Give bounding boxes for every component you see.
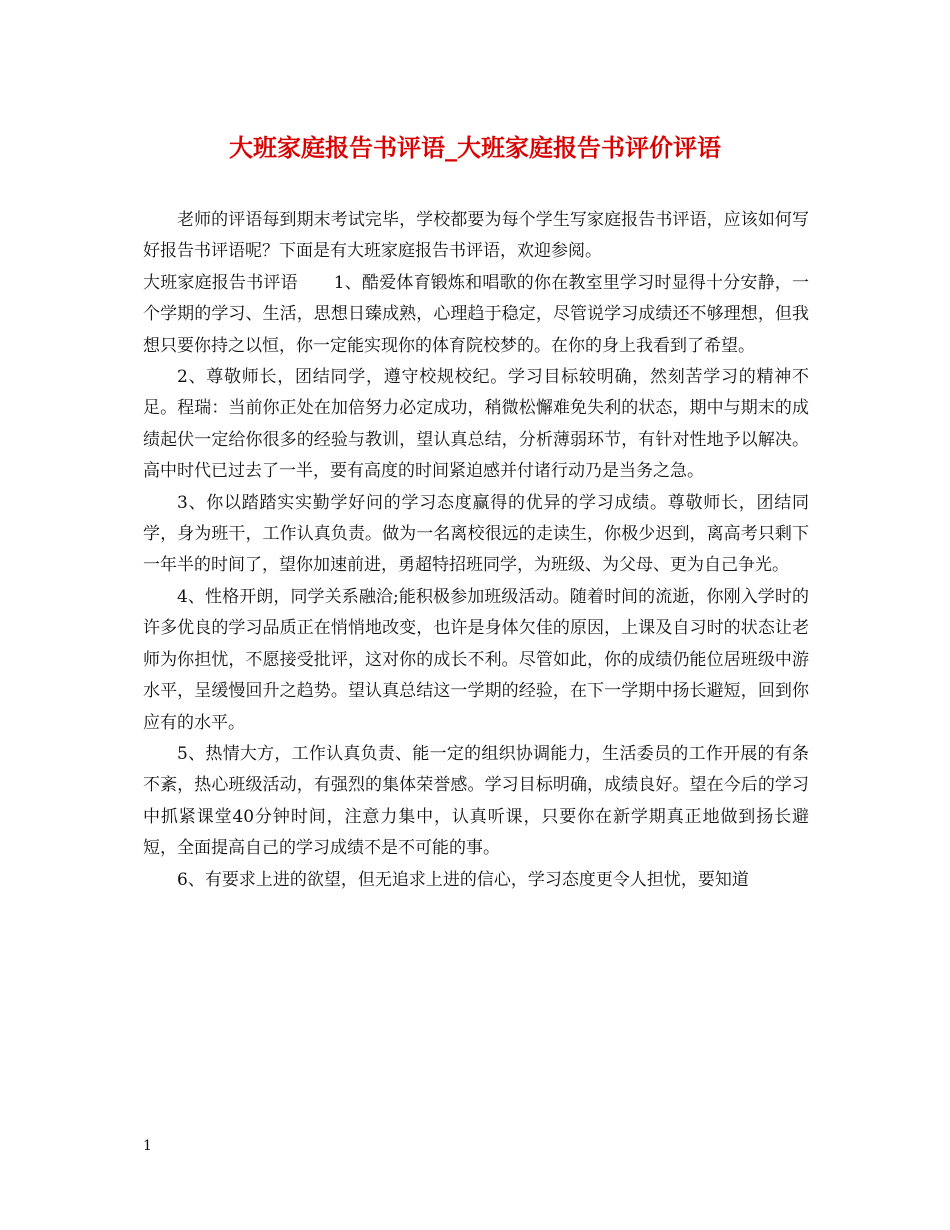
page-number: 1 (143, 1138, 152, 1154)
paragraph-6: 6、有要求上进的欲望，但无追求上进的信心，学习态度更令人担忧，要知道 (177, 869, 749, 890)
paragraph-2: 2、尊敬师长，团结同学，遵守校规校纪。学习目标较明确，然刻苦学习的精神不足。程瑞：当前你正处在加倍努力必定成功，稍微松懈难免失利的状态，期中与期末的成绩起伏一定给你很多的经验与教训，望认真总结，分析薄弱环节，有针对性地予以解决。高中时代已过去了一半，要有高度的时间紧迫感并付诸行动乃是当务之急。 (143, 367, 809, 482)
section-label: 大班家庭报告书评语 (143, 272, 298, 293)
document-title: 大班家庭报告书评语_大班家庭报告书评价评语 (229, 133, 721, 162)
paragraph-1 (143, 268, 809, 362)
paragraph-5: 5、热情大方，工作认真负责、能一定的组织协调能力，生活委员的工作开展的有条不紊，热心班级活动，有强烈的集体荣誉感。学习目标明确，成绩良好。望在今后的学习中抓紧课堂40分钟时间，注意力集中，认真听课，只要你在新学期真正地做到扬长避短，全面提高自己的学习成绩不是不可能的事。 (143, 743, 809, 859)
paragraph-4: 4、性格开朗，同学关系融洽;能积极参加班级活动。随着时间的流逝，你刚入学时的许多优良的学习品质正在悄悄地改变，也许是身体欠佳的原因，上课及自习时的状态让老师为你担忧，不愿接受批评，这对你的成长不利。尽管如此，你的成绩仍能位居班级中游水平，呈缓慢回升之趋势。望认真总结这一学期的经验，在下一学期中扬长避短，回到你应有的水平。 (143, 586, 809, 733)
paragraph-1-text: 1、酷爱体育锻炼和唱歌的你在教室里学习时显得十分安静，一个学期的学习、生活，思想日臻成熟，心理趋于稳定，尽管说学习成绩还不够理想，但我想只要你持之以恒，你一定能实现你的体育院校梦的。在你的身上我看到了希望。 (143, 272, 809, 356)
document-body (143, 205, 809, 896)
intro-paragraph: 老师的评语每到期末考试完毕，学校都要为每个学生写家庭报告书评语，应该如何写好报告书评语呢？下面是有大班家庭报告书评语，欢迎参阅。 (143, 210, 809, 262)
paragraph-3: 3、你以踏踏实实勤学好问的学习态度赢得的优异的学习成绩。尊敬师长，团结同学，身为班干，工作认真负责。做为一名离校很远的走读生，你极少迟到，离高考只剩下一年半的时间了，望你加速前进，勇超特招班同学，为班级、为父母、更为自己争光。 (143, 492, 809, 576)
